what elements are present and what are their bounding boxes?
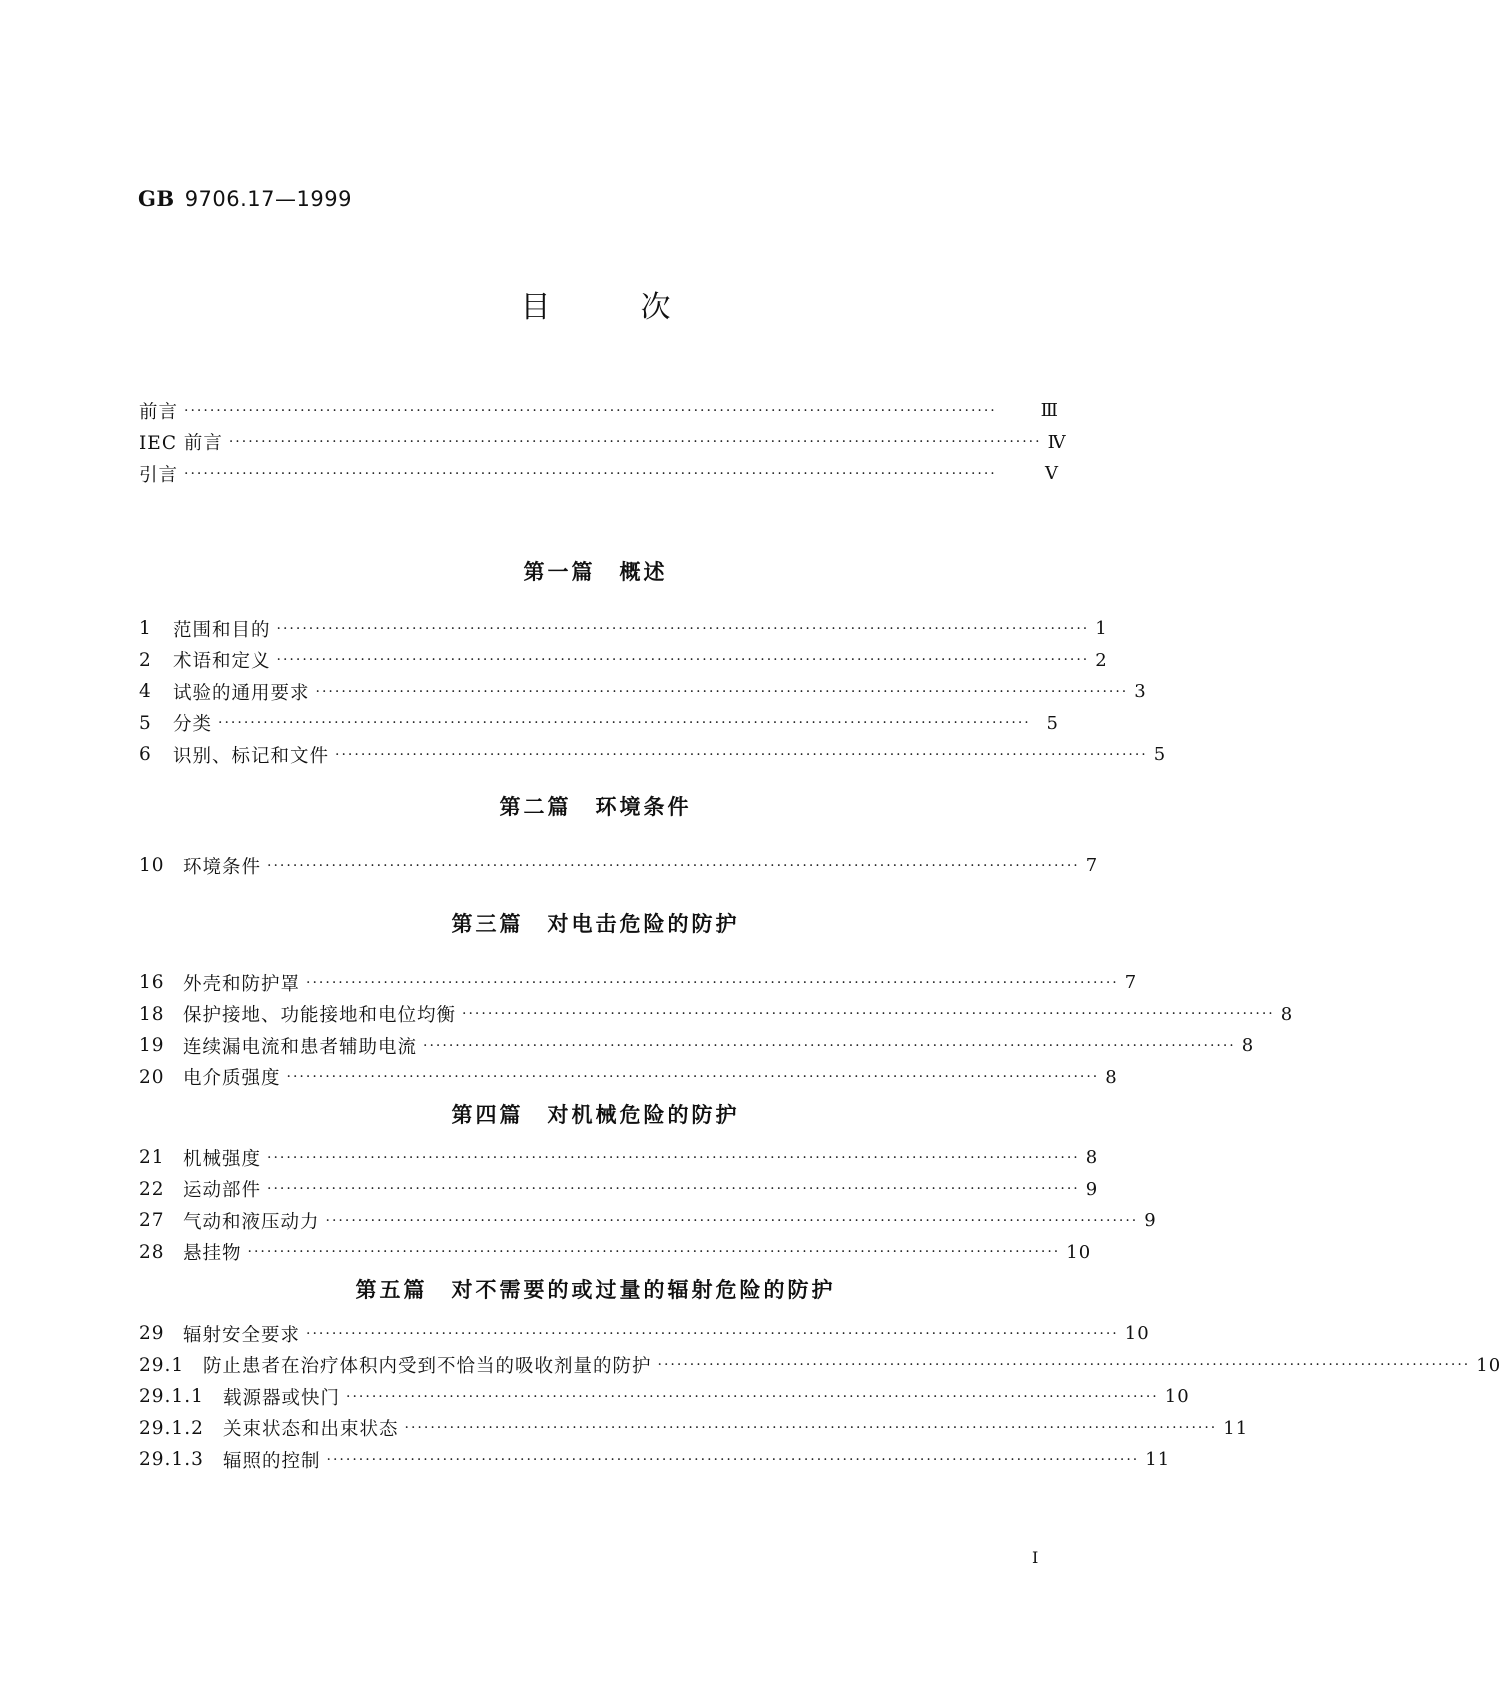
toc-entry[interactable]: 前言 ······························································································································ Ⅲ (139, 395, 1059, 427)
entry-label: IEC 前言 (139, 433, 223, 455)
toc-entry[interactable]: 19 连续漏电流和患者辅助电流 ······························································································································ 8 (139, 1035, 1255, 1058)
part-1-list (139, 613, 1167, 771)
part-2-list (139, 850, 1099, 882)
toc-entry[interactable]: 29.1 防止患者在治疗体积内受到不恰当的吸收剂量的防护 ······························································································································ 10 (139, 1354, 1501, 1378)
toc-entry[interactable]: 28 悬挂物 ······························································································································ 10 (139, 1241, 1092, 1265)
toc-entry[interactable]: 20 电介质强度 ······························································································································ 8 (139, 1066, 1118, 1090)
part-4-list (139, 1142, 1157, 1268)
toc-entry[interactable]: 29.1.3 辐照的控制 ······························································································································ 11 (139, 1449, 1171, 1472)
document-code (138, 186, 352, 211)
toc-entry[interactable]: 6 识别、标记和文件 ······························································································································ 5 (139, 744, 1167, 767)
toc-entry[interactable]: 4 试验的通用要求 ······························································································································ 3 (139, 681, 1147, 704)
toc-entry[interactable]: 1 范围和目的 ······························································································································ 1 (139, 618, 1108, 641)
toc-entry[interactable]: 10 环境条件 ······························································································································ 7 (139, 855, 1099, 878)
part-3-list (139, 967, 1294, 1093)
toc-entry[interactable]: 16 外壳和防护罩 ······························································································································ 7 (139, 972, 1138, 995)
part-5-list (139, 1318, 1501, 1476)
toc-entry[interactable]: 29 辐射安全要求 ······························································································································ 10 (139, 1323, 1150, 1346)
entry-page: Ⅴ (1045, 463, 1059, 485)
entry-label: 引言 (139, 464, 179, 486)
entry-label: 前言 (139, 401, 179, 423)
part-heading: 第三篇 对电击危险的防护 (451, 912, 740, 936)
toc-entry[interactable]: 21 机械强度 ······························································································································ 8 (139, 1147, 1099, 1170)
standard-number: 9706.17—1999 (184, 187, 352, 211)
part-heading: 第四篇 对机械危险的防护 (451, 1103, 740, 1127)
toc-entry[interactable]: 5 分类 ······························································································································ 5 (139, 712, 1059, 736)
standard-prefix: GB (138, 186, 175, 211)
front-matter-list (139, 395, 1067, 490)
page-number: I (1032, 1548, 1039, 1567)
toc-entry[interactable]: 29.1.1 载源器或快门 ······························································································································ 10 (139, 1386, 1190, 1409)
toc-entry[interactable]: 29.1.2 关束状态和出束状态 ······························································································································ 11 (139, 1417, 1249, 1441)
toc-entry[interactable]: 18 保护接地、功能接地和电位均衡 ······························································································································ 8 (139, 1003, 1294, 1027)
toc-title: 目次 (520, 290, 761, 325)
toc-entry[interactable]: 27 气动和液压动力 ······························································································································ 9 (139, 1210, 1157, 1233)
part-heading: 第二篇 环境条件 (499, 795, 692, 819)
toc-entry[interactable]: 22 运动部件 ······························································································································ 9 (139, 1178, 1099, 1202)
entry-page: Ⅳ (1047, 431, 1067, 453)
part-heading: 第五篇 对不需要的或过量的辐射危险的防护 (355, 1278, 836, 1302)
toc-entry[interactable]: 引言 ······························································································································ Ⅴ (139, 458, 1059, 490)
toc-entry[interactable]: 2 术语和定义 ······························································································································ 2 (139, 649, 1108, 673)
entry-page: Ⅲ (1040, 400, 1059, 422)
part-heading: 第一篇 概述 (523, 560, 668, 584)
toc-entry[interactable]: IEC 前言 ······························································································································ Ⅳ (139, 427, 1059, 459)
